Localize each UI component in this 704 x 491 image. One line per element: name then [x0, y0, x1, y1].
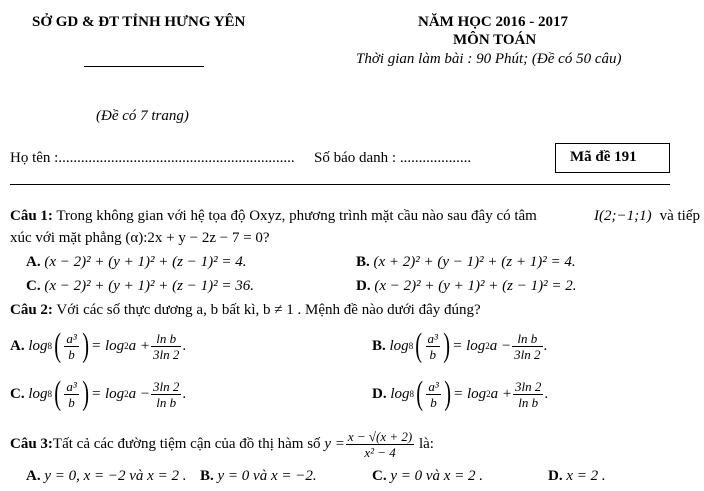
q1-and: và tiếp — [659, 208, 701, 224]
q1-option-b[interactable]: B. (x + 2)² + (y − 1)² + (z + 1)² = 4. — [356, 254, 576, 270]
q2b-fraction: $\frac{\text{ln b}}{3\ln 2}$ — [514, 330, 541, 362]
q3-option-c[interactable]: C. y = 0 và x = 2 . — [372, 468, 484, 484]
q2b-ratio: $\frac{\text{a³}}{b}$ — [427, 330, 438, 362]
school-name: SỞ GD & ĐT TỈNH HƯNG YÊN — [32, 14, 246, 30]
exam-time: Thời gian làm bài : 90 Phút; (Đề có 50 câu) — [356, 51, 622, 67]
q1-option-a[interactable]: A. (x − 2)² + (y + 1)² + (z − 1)² = 4. — [26, 254, 247, 270]
q2a-ratio: $\frac{\text{a³}}{b}$ — [66, 330, 77, 362]
exam-code: Mã đề 191 — [570, 149, 637, 165]
q2-option-a[interactable]: A. log 8 ( $\frac{\text{a³}}{b}$ ) = log 2 a + $\frac{\text{ln b}}{3\ln 2}$ . — [10, 327, 187, 364]
q2-option-d[interactable]: D. log 8 ( $\frac{\text{a³}}{b}$ ) = log 2 a + $\frac{3\ln 2}{\text{ln b}}$ . — [372, 375, 549, 412]
q2-line — [10, 302, 481, 319]
q3-function: $\frac{x - √(x + 2)}{\text{x² − 4}}$ — [347, 428, 413, 460]
q2-option-c[interactable]: C. log 8 ( $\frac{\text{a³}}{b}$ ) = log 2 a − $\frac{3\ln 2}{\text{ln b}}$ . — [10, 375, 187, 412]
q3-option-a[interactable]: A. y = 0, x = −2 và x = 2 . — [26, 468, 187, 484]
q1-center: I(2;−1;1) — [594, 208, 652, 224]
q3-text: Tất cả các đường tiệm cận của đồ thị hàm số — [52, 435, 321, 452]
q2-label: Câu 2: — [10, 302, 53, 318]
q1-label: Câu 1: — [10, 208, 53, 224]
q2-option-b[interactable]: B. log 8 ( $\frac{\text{a³}}{b}$ ) = log 2 a − $\frac{\text{ln b}}{3\ln 2}$ . — [372, 327, 548, 364]
q1-text: Trong không gian với hệ tọa độ Oxyz, phương trình mặt cầu nào sau đây có tâm — [52, 208, 537, 224]
q2d-fraction: $\frac{3\ln 2}{\text{ln b}}$ — [515, 378, 542, 410]
q2a-fraction: $\frac{\text{ln b}}{3\ln 2}$ — [153, 330, 180, 362]
q2c-fraction: $\frac{3\ln 2}{\text{ln b}}$ — [153, 378, 180, 410]
q3-option-b[interactable]: B. y = 0 và x = −2. — [200, 468, 317, 484]
q2c-ratio: $\frac{\text{a³}}{b}$ — [66, 378, 77, 410]
q3-label: Câu 3: — [10, 435, 53, 452]
subject-title: MÔN TOÁN — [453, 32, 537, 48]
q1-line2: xúc với mặt phẳng (α):2x + y − 2z − 7 = 0? — [10, 230, 270, 246]
header-underline — [84, 66, 204, 67]
page-count: (Đề có 7 trang) — [96, 108, 189, 124]
q3-option-d[interactable]: D. x = 2 . — [548, 468, 606, 484]
q1-option-d[interactable]: D. (x − 2)² + (y + 1)² + (z − 1)² = 2. — [356, 278, 577, 294]
q2d-ratio: $\frac{\text{a³}}{b}$ — [428, 378, 439, 410]
q2-text: Với các số thực dương a, b bất kì, b ≠ 1 . Mệnh đề nào dưới đây đúng? — [52, 302, 481, 318]
exam-code-box — [555, 143, 670, 173]
school-year: NĂM HỌC 2016 - 2017 — [418, 14, 568, 30]
q3-line: Câu 3: Tất cả các đường tiệm cận của đồ thị hàm số y = $\frac{x - √(x + 2)}{\text{x² − 4}}$ là: — [10, 428, 434, 460]
student-id-field: Số báo danh : ................... — [314, 150, 472, 166]
q1-option-c[interactable]: C. (x − 2)² + (y + 1)² + (z − 1)² = 36. — [26, 278, 254, 294]
q1-line1 — [10, 208, 537, 225]
header-divider — [10, 184, 670, 185]
student-name-field: Họ tên :............................................................... — [10, 150, 295, 166]
